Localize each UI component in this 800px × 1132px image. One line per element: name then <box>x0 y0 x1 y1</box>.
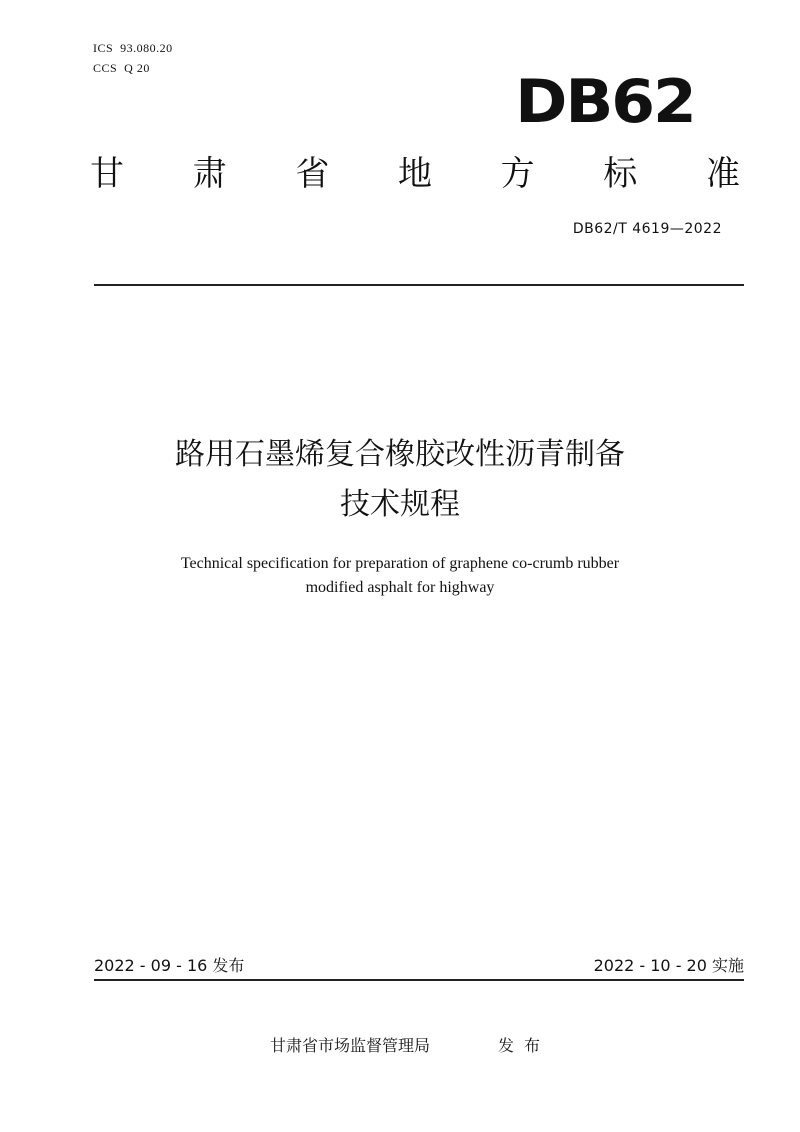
bottom-divider <box>94 979 744 981</box>
implementation-date: 2022 - 10 - 20 实施 <box>593 956 744 975</box>
top-divider <box>94 284 744 286</box>
title-char: 地 <box>397 154 432 194</box>
classification-block <box>93 38 173 78</box>
db62-logo: DB62 <box>515 67 695 137</box>
publish-label: 发布 <box>498 1036 551 1055</box>
ics-code: ICS 93.080.20 <box>93 41 173 55</box>
standard-category-title <box>90 152 740 196</box>
title-char: 方 <box>500 154 535 194</box>
title-char: 省 <box>295 154 330 194</box>
document-title-en-line-1: Technical specification for preparation of graphene co-crumb rubber <box>180 555 620 572</box>
document-title <box>60 430 740 530</box>
ccs-code: CCS Q 20 <box>93 61 150 75</box>
document-title-english <box>60 552 740 600</box>
document-title-line-2: 技术规程 <box>340 487 460 522</box>
title-char: 准 <box>705 154 740 194</box>
title-char: 标 <box>603 154 638 194</box>
issue-date: 2022 - 09 - 16 发布 <box>94 956 245 975</box>
standard-number: DB62/T 4619—2022 <box>572 221 722 237</box>
document-title-en-line-2: modified asphalt for highway <box>305 579 495 596</box>
publisher-name: 甘肃省市场监督管理局 <box>270 1036 431 1055</box>
title-char: 甘 <box>90 154 124 194</box>
title-char: 肃 <box>192 154 227 194</box>
document-title-line-1: 路用石墨烯复合橡胶改性沥青制备 <box>175 437 625 472</box>
